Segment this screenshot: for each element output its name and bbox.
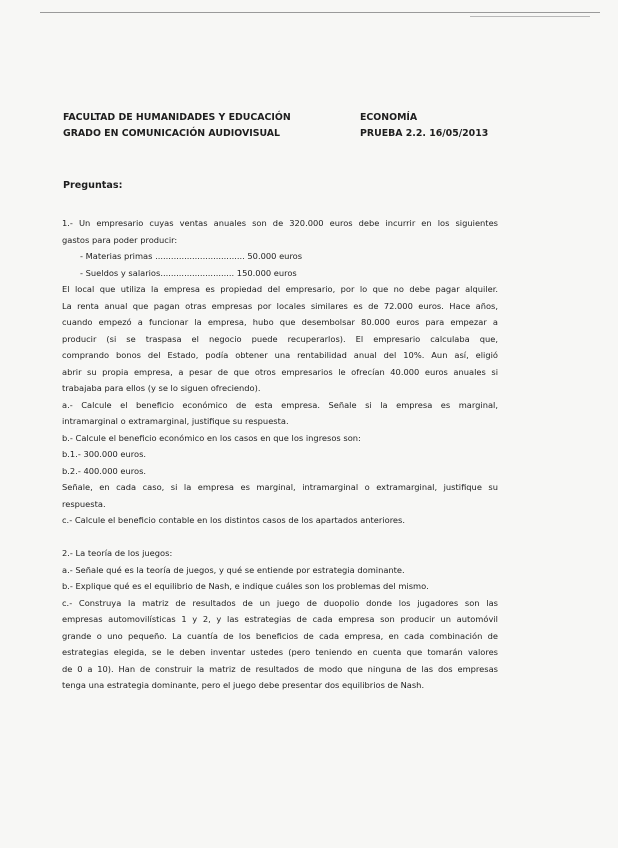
q2-part-b: b.- Explique qué es el equilibrio de Nash, e indique cuáles son los problemas del mismo. [62,581,429,591]
q1-part-b-note: Señale, en cada caso, si la empresa es marginal, intramarginal o extramarginal, justifique su [62,482,498,492]
q2-part-c: c.- Construya la matriz de resultados de un juego de duopolio donde los jugadores son las [62,597,498,608]
question-2 [62,545,498,694]
q1-part-b: b.- Calcule el beneficio económico en los casos en que los ingresos son: [62,432,361,443]
q2-part-c: de 0 a 10). Han de construir la matriz de resultados de modo que ninguna de las dos empresas [62,663,498,674]
q1-line: La renta anual que pagan otras empresas por locales similares es de 72.000 euros. Hace años, [62,300,498,311]
q2-part-c: empresas automovilísticas 1 y 2, y las estrategias de cada empresa son producir un automóvil [62,614,498,624]
q1-part-a: intramarginal o extramarginal, justifique su respuesta. [62,416,289,426]
scan-border-line-secondary [470,16,590,17]
q2-part-c: estrategias elegida, se le deben inventar ustedes (pero teniendo en cuenta que tomarán valores [62,647,498,657]
q1-line: trabajaba para ellos (y se lo siguen ofreciendo). [62,383,261,393]
q1-line: abrir su propia empresa, a pesar de que otros empresarios le ofrecían 40.000 euros anuales si [62,366,498,377]
exam-header [63,110,543,142]
q1-line: gastos para poder producir: [62,234,178,245]
q2-title: 2.- La teoría de los juegos: [62,548,173,558]
subject-block [360,110,488,142]
spacer [62,529,498,546]
faculty-line: FACULTAD DE HUMANIDADES Y EDUCACIÓN [63,112,291,123]
subject-title: ECONOMÍA [360,112,418,123]
q1-line: 1.- Un empresario cuyas ventas anuales son de 320.000 euros debe incurrir en los siguientes [62,218,498,228]
q2-part-c: grande o uno pequeño. La cuantía de los beneficios de cada empresa, en cada combinación de [62,630,498,641]
cost-item-raw-materials: - Materias primas .................................. 50.000 euros [80,251,303,261]
q1-part-b2: b.2.- 400.000 euros. [62,465,147,476]
degree-line: GRADO EN COMUNICACIÓN AUDIOVISUAL [63,128,281,139]
q1-part-c: c.- Calcule el beneficio contable en los distintos casos de los apartados anteriores. [62,515,405,525]
questions-heading: Preguntas: [63,180,123,191]
q1-line: cuando empezó a funcionar la empresa, hubo que desembolsar 80.000 euros para empezar a [62,317,498,327]
q2-part-a: a.- Señale qué es la teoría de juegos, y qué se entiende por estrategia dominante. [62,564,405,575]
q1-line: producir (si se traspasa el negocio puede recuperarlos). El empresario calculaba que, [62,333,498,344]
q1-part-a: a.- Calcule el beneficio económico de esta empresa. Señale si la empresa es marginal, [62,399,498,410]
scan-border-line [40,12,600,13]
q1-part-b-note: respuesta. [62,498,106,509]
questions-body [62,215,498,694]
exam-id-date: PRUEBA 2.2. 16/05/2013 [360,128,489,139]
q1-part-b1: b.1.- 300.000 euros. [62,449,147,459]
q2-part-c: tenga una estrategia dominante, pero el juego debe presentar dos equilibrios de Nash. [62,680,425,690]
cost-item-salaries: - Sueldos y salarios............................ 150.000 euros [80,267,297,278]
q1-line: El local que utiliza la empresa es propiedad del empresario, por lo que no debe pagar alquiler. [62,284,498,294]
q1-line: comprando bonos del Estado, podía obtener una rentabilidad anual del 10%. Aun así, eligió [62,350,498,360]
question-1 [62,215,498,529]
